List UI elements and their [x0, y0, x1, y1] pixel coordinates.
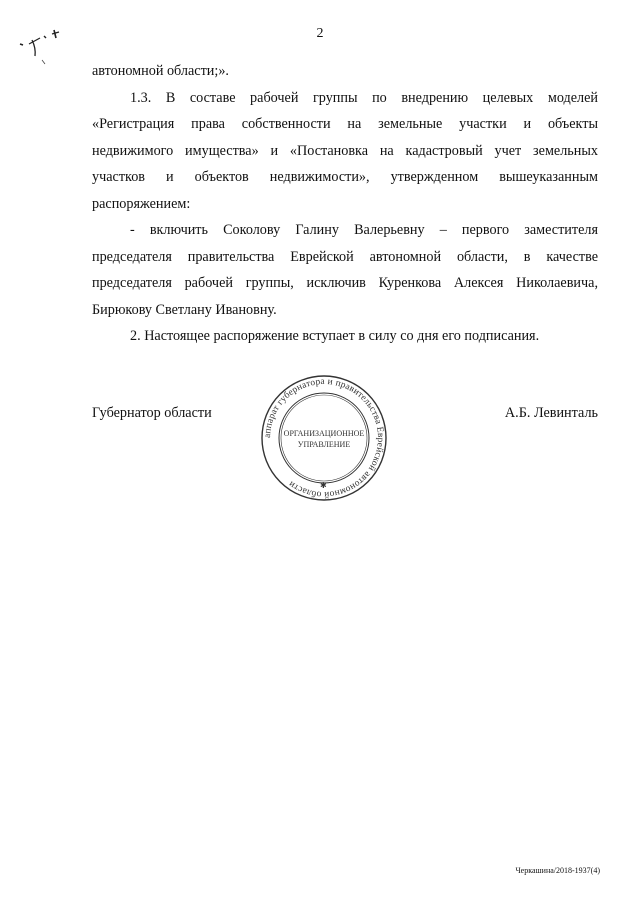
- text-line: участков и объектов недвижимости», утвержденном вышеуказанным: [92, 169, 598, 185]
- text-line: председателя правительства Еврейской автономной области, в качестве: [92, 248, 598, 265]
- text-line: Бирюкову Светлану Ивановну.: [92, 301, 277, 318]
- document-body: [92, 58, 598, 350]
- text-line: 1.3. В составе рабочей группы по внедрению целевых моделей: [130, 89, 598, 106]
- stamp-star-icon: ✱: [320, 481, 327, 490]
- text-line: недвижимого имущества» и «Постановка на кадастровый учет земельных: [92, 142, 598, 159]
- text-line: 2. Настоящее распоряжение вступает в силу со дня его подписания.: [130, 328, 540, 344]
- footer-reference: Черкашина/2018-1937(4): [515, 866, 600, 875]
- handwritten-marks: [18, 26, 70, 70]
- text-line: распоряжением:: [92, 195, 191, 212]
- signatory-position: Губернатор области: [92, 405, 212, 421]
- text-line: - включить Соколову Галину Валерьевну – первого заместителя: [130, 222, 598, 238]
- page-number: 2: [316, 26, 324, 41]
- text-line: «Регистрация права собственности на земельные участки и объекты: [92, 116, 598, 132]
- stamp-center-line1: ОРГАНИЗАЦИОННОЕ: [283, 429, 365, 438]
- official-stamp: [258, 372, 390, 504]
- signatory-name: А.Б. Левинталь: [504, 405, 598, 421]
- text-line: автономной области;».: [92, 63, 229, 79]
- text-line: председателя рабочей группы, исключив Куренкова Алексея Николаевича,: [92, 275, 598, 291]
- stamp-center-line2: УПРАВЛЕНИЕ: [297, 440, 351, 449]
- stamp-ring-text: аппарат губернатора и правительства Еврейской автономной области: [262, 376, 386, 500]
